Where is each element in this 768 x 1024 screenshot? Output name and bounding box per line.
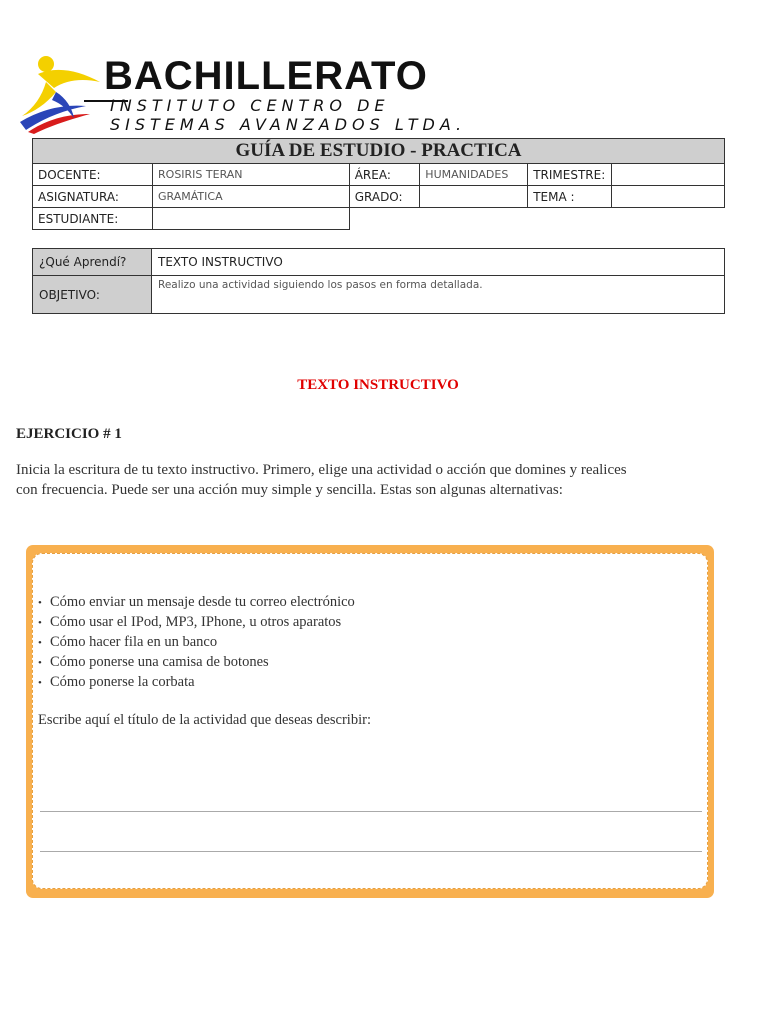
asignatura-label: ASIGNATURA:: [33, 186, 153, 208]
alternative-text: Cómo ponerse la corbata: [50, 674, 195, 690]
logo-title: BACHILLERATO: [104, 54, 428, 98]
intro-paragraph: Inicia la escritura de tu texto instructivo. Primero, elige una actividad o acción que domines y realices con frecuencia. Puede ser una acción muy simple y sencilla. Estas son algunas alternativas:: [16, 462, 627, 498]
objetivo-value: Realizo una actividad siguiendo los pasos en forma detallada.: [152, 276, 725, 314]
empty-cell: [349, 208, 724, 230]
alternatives-list: [38, 592, 355, 692]
list-item: [38, 612, 355, 632]
study-guide-info-table: [32, 138, 725, 230]
estudiante-value[interactable]: [153, 208, 350, 230]
alternative-text: Cómo hacer fila en un banco: [50, 634, 218, 650]
answer-line-1[interactable]: [40, 811, 702, 812]
logo-subtitle-line-1: INSTITUTO CENTRO DE: [110, 96, 390, 115]
bullet-icon: •: [38, 597, 42, 609]
docente-label: DOCENTE:: [33, 164, 153, 186]
alternative-text: Cómo ponerse una camisa de botones: [50, 654, 269, 670]
runner-logo-icon: [16, 52, 112, 134]
objetivo-label: OBJETIVO:: [33, 276, 152, 314]
alternative-text: Cómo usar el IPod, MP3, IPhone, u otros aparatos: [50, 614, 342, 630]
tema-label: TEMA :: [528, 186, 612, 208]
bullet-icon: •: [38, 637, 42, 649]
logo-subtitle: [110, 96, 466, 134]
alternative-text: Cómo enviar un mensaje desde tu correo electrónico: [50, 594, 355, 610]
que-aprendi-label: ¿Qué Aprendí?: [33, 249, 152, 276]
docente-value[interactable]: ROSIRIS TERAN: [153, 164, 350, 186]
list-item: [38, 672, 355, 692]
section-title: TEXTO INSTRUCTIVO: [297, 377, 459, 393]
exercise-title: EJERCICIO # 1: [16, 426, 122, 442]
list-item: [38, 632, 355, 652]
area-label: ÁREA:: [349, 164, 420, 186]
logo-subtitle-line-2: SISTEMAS AVANZADOS LTDA.: [110, 115, 467, 134]
list-item: [38, 592, 355, 612]
answer-line-2[interactable]: [40, 851, 702, 852]
write-prompt: Escribe aquí el título de la actividad que deseas describir:: [38, 712, 371, 728]
grado-value[interactable]: [420, 186, 528, 208]
list-item: [38, 652, 355, 672]
grado-label: GRADO:: [349, 186, 420, 208]
que-aprendi-value: TEXTO INSTRUCTIVO: [152, 249, 725, 276]
asignatura-value[interactable]: GRAMÁTICA: [153, 186, 350, 208]
bullet-icon: •: [38, 657, 42, 669]
learning-objective-table: [32, 248, 725, 314]
estudiante-label: ESTUDIANTE:: [33, 208, 153, 230]
trimestre-label: TRIMESTRE:: [528, 164, 612, 186]
tema-value[interactable]: [612, 186, 725, 208]
bullet-icon: •: [38, 677, 42, 689]
bullet-icon: •: [38, 617, 42, 629]
area-value[interactable]: HUMANIDADES: [420, 164, 528, 186]
school-logo: [16, 52, 476, 136]
trimestre-value[interactable]: [612, 164, 725, 186]
guide-heading: GUÍA DE ESTUDIO - PRACTICA: [33, 139, 725, 164]
